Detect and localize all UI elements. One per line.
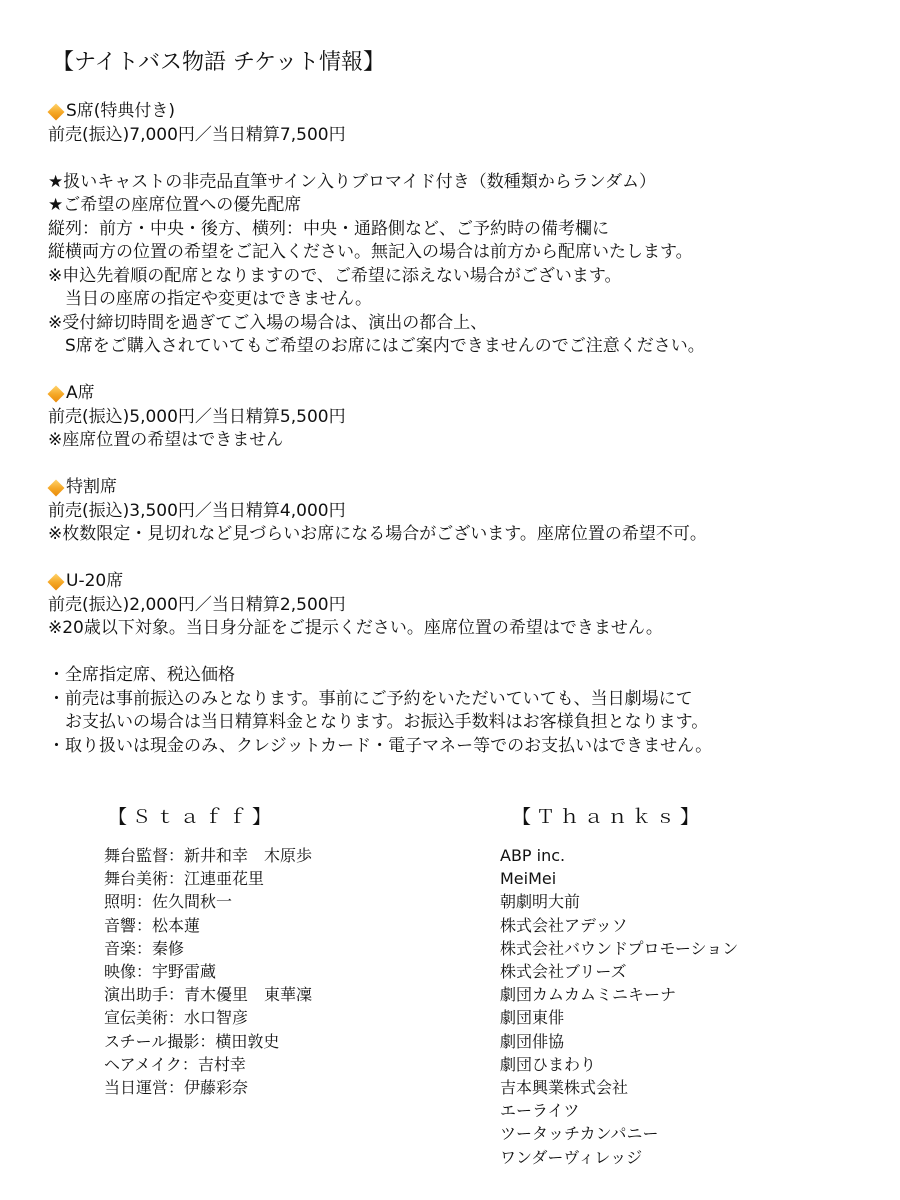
orange-diamond-icon (48, 479, 65, 496)
ticket-price: 前売(振込)7,000円／当日精算7,500円 (48, 124, 346, 145)
staff-item: 当日運営：伊藤彩奈 (104, 1078, 249, 1098)
ticket-price: 前売(振込)5,000円／当日精算5,500円 (48, 406, 346, 427)
ticket-note: 縦列：前方・中央・後方、横列：中央・通路側など、ご予約時の備考欄に (48, 218, 609, 239)
thanks-item: 株式会社アデッソ (500, 915, 628, 935)
thanks-item: ツータッチカンパニー (500, 1124, 659, 1144)
general-note: ・全席指定席、税込価格 (48, 665, 235, 685)
ticket-name: 特割席 (66, 477, 117, 497)
thanks-item: 吉本興業株式会社 (500, 1078, 629, 1098)
staff-item: スチール撮影：横田敦史 (104, 1031, 280, 1051)
ticket-note: ★ご希望の座席位置への優先配席 (48, 195, 302, 215)
staff-item: 映像：宇野雷蔵 (104, 962, 217, 982)
general-note: お支払いの場合は当日精算料金となります。お振込手数料はお客様負担となります。 (48, 712, 709, 732)
thanks-item: 劇団カムカムミニキーナ (500, 985, 677, 1005)
ticket-note: ※20歳以下対象。当日身分証をご提示ください。座席位置の希望はできません。 (48, 618, 663, 638)
ticket-note: ※受付締切時間を過ぎてご入場の場合は、演出の都合上、 (48, 312, 488, 333)
thanks-item: 劇団東俳 (500, 1008, 565, 1028)
spacer (48, 641, 868, 665)
thanks-credits (500, 803, 738, 1169)
ticket-name: A席 (66, 383, 95, 403)
staff-item: 舞台美術：江連亜花里 (104, 869, 265, 889)
thanks-item: 株式会社ブリーズ (500, 962, 627, 982)
thanks-item: 劇団ひまわり (500, 1054, 597, 1074)
orange-diamond-icon (48, 385, 65, 402)
thanks-item: 劇団俳協 (500, 1031, 565, 1051)
ticket-heading-u20 (48, 570, 868, 594)
thanks-item: 朝劇明大前 (500, 892, 581, 912)
thanks-item: ワンダーヴィレッジ (500, 1147, 643, 1167)
thanks-heading: 【Ｔｈａｎｋｓ】 (512, 806, 705, 828)
staff-heading: 【Ｓｔａｆｆ】 (108, 806, 277, 828)
ticket-heading-special (48, 476, 868, 500)
general-note: ・前売は事前振込のみとなります。事前にご予約をいただいていても、当日劇場にて (48, 688, 693, 709)
ticket-name: S席(特典付き) (66, 101, 176, 121)
spacer (48, 359, 868, 383)
ticket-note: 縦横両方の位置の希望をご記入ください。無記入の場合は前方から配席いたします。 (48, 242, 693, 262)
thanks-item: MeiMei (500, 869, 557, 889)
staff-item: ヘアメイク：吉村幸 (104, 1054, 246, 1074)
staff-item: 照明：佐久間秋一 (104, 892, 233, 912)
orange-diamond-icon (48, 573, 65, 590)
thanks-item: ABP inc. (500, 846, 566, 865)
staff-item: 音響：松本蓮 (104, 915, 201, 935)
ticket-heading-a (48, 382, 868, 406)
ticket-note: ※座席位置の希望はできません (48, 430, 284, 450)
ticket-price: 前売(振込)2,000円／当日精算2,500円 (48, 594, 346, 615)
spacer (48, 453, 868, 477)
staff-item: 舞台監督：新井和幸 木原歩 (104, 846, 313, 865)
thanks-item: 株式会社バウンドプロモーション (500, 938, 739, 958)
staff-item: 音楽：秦修 (104, 938, 185, 958)
ticket-sections (48, 100, 868, 758)
ticket-note: ※枚数限定・見切れなど見づらいお席になる場合がございます。座席位置の希望不可。 (48, 524, 707, 544)
staff-credits (104, 803, 313, 1099)
general-note: ・取り扱いは現金のみ、クレジットカード・電子マネー等でのお支払いはできません。 (48, 735, 713, 756)
spacer (48, 547, 868, 571)
thanks-item: エーライツ (500, 1101, 580, 1121)
spacer (48, 147, 868, 171)
ticket-note: ★扱いキャストの非売品直筆サイン入りブロマイド付き（数種類からランダム） (48, 171, 657, 192)
ticket-note: S席をご購入されていてもご希望のお席にはご案内できませんのでご注意ください。 (48, 336, 705, 356)
staff-item: 宣伝美術：水口智彦 (104, 1008, 249, 1028)
ticket-name: U-20席 (66, 571, 124, 591)
ticket-note: 当日の座席の指定や変更はできません。 (48, 289, 373, 309)
orange-diamond-icon (48, 103, 65, 120)
page-title: 【ナイトバス物語 チケット情報】 (52, 50, 386, 75)
ticket-heading-s (48, 100, 868, 124)
staff-item: 演出助手：青木優里 東華凜 (104, 985, 313, 1005)
ticket-note: ※申込先着順の配席となりますので、ご希望に添えない場合がございます。 (48, 265, 622, 286)
ticket-price: 前売(振込)3,500円／当日精算4,000円 (48, 500, 346, 521)
